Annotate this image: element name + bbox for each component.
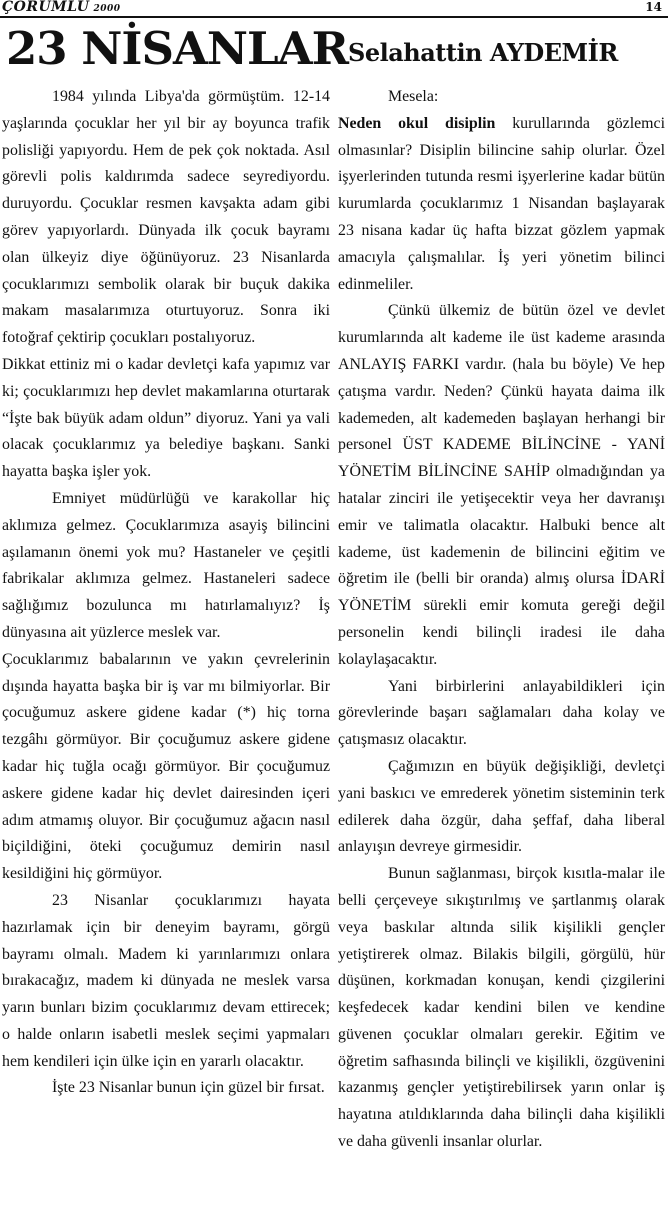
paragraph-text: İşte 23 Nisanlar bunun için güzel bir fırsat. — [52, 1079, 325, 1097]
paragraph-text: Çünkü ülkemiz de bütün özel ve devlet kurumlarında alt kademe ile üst kademe arasında ANLAYIŞ FARKI vardır. (hala bu böyle) Ve hep çatışma vardır. Neden? Çünkü hayata daima ilk kademeden, alt kademeden başlayan herhangi bir personel ÜST KADEME BİLİNCİNE - YANİ YÖNETİM BİLİNCİNE SAHİP olmadığından ya hatalar zinciri ile yetişecektir veya her davranışı emir ve talimatla olacaktır. Halbuki bence alt kademe, üst kademenin de bilincini eğitim ve öğretim ile (belli bir oranda) almış olursa İDARİ YÖNETİM sürekli emir komuta gereği değil personelin kendi bilinçli iradesi ile daha kolaylaşacaktır. — [338, 302, 665, 668]
right-column — [338, 84, 665, 1156]
paragraph — [338, 674, 665, 754]
article-author: Selahattin AYDEMİR — [348, 38, 618, 67]
left-column — [2, 84, 330, 1102]
paragraph-text: Mesela: — [388, 88, 439, 105]
paragraph — [2, 486, 330, 647]
paragraph — [2, 647, 330, 888]
paragraph — [338, 84, 665, 111]
paragraph — [338, 754, 665, 861]
paragraph — [2, 352, 330, 486]
page-header — [0, 0, 668, 18]
paragraph — [338, 298, 665, 673]
article-title: 23 NİSANLAR — [6, 22, 348, 75]
paragraph — [2, 888, 330, 1076]
page-number: 14 — [645, 0, 662, 14]
article-header — [0, 18, 668, 76]
paragraph-text: 23 Nisanlar çocuklarımızı hayata hazırlamak için bir deneyim bayramı, görgü bayramı olmalı. Madem ki yarınlarımızı onlara bırakacağız, madem ki dünyada ne meslek varsa yarın bunları bizim çocuklarımız devam ettirecek; o halde onların isabetli meslek seçimi yapmaları hem kendileri için ülke için en yararlı olacaktır. — [2, 891, 330, 1070]
paragraph — [338, 111, 665, 299]
paragraph-text: Çağımızın en büyük değişikliği, devletçi yani baskıcı ve emrederek yönetim sisteminin terk edilerek daha özgür, daha şeffaf, daha liberal anlayışın devreye girmesidir. — [338, 757, 665, 856]
paragraph — [338, 861, 665, 1156]
paragraph-text: Çocuklarımız babalarının ve yakın çevrelerinin dışında hayatta başka bir iş var mı bilmiyorlar. Bir çocuğumuz askere gidene kadar (*) hiç torna tezgâhı görmüyor. Bir çocuğumuz askere gidene kadar hiç tuğla ocağı görmüyor. Bir çocuğumuz askere gidene kadar hiç devlet dairesinden içeri adım atmamış oluyor. Bir çocuğumuz ağacın nasıl biçildiğini, öteki çocuğumuz demirin nasıl kesildiğini hiç görmüyor. — [2, 650, 330, 883]
paragraph — [2, 1075, 330, 1102]
paragraph — [2, 84, 330, 352]
paragraph-text: 1984 yılında Libya'da görmüştüm. 12-14 yaşlarında çocuklar her yıl bir ay boyunca trafik polisliği yapıyordu. Hem de pek çok noktada. Asıl görevli polis kaldırımda sadece seyrediyordu. duruyordu. Çocuklar resmen kavşakta adam gibi görev yapıyorlardı. Dünyada ilk çocuk bayramı olan ülkeyiz diye öğünüyoruz. 23 Nisanlarda çocuklarımızı sembolik olarak bir buçuk dakika makam masalarımıza oturtuyoruz. Sonra iki fotoğraf çektirip çocukları postalıyoruz. — [2, 88, 330, 347]
paragraph-text: Yani birbirlerini anlayabildikleri için görevlerinde başarı sağlamaları daha kolay ve çatışmasız olacaktır. — [338, 677, 665, 749]
masthead-name: ÇORUMLU — [2, 0, 90, 15]
paragraph-text: Bunun sağlanması, birçok kısıtla-malar ile belli çerçeveye sıkıştırılmış ve şartlanmış olarak veya baskılar altında silik kişilikli gençler yetiştirerek olmaz. Bilakis bilgili, görgülü, hür düşünen, korkmadan konuşan, kendi çizgilerini keşfedecek kadar kendini bilen ve kendine güvenen çocuklar olmaları gerekir. Eğitim ve öğretim safhasında bilinçli ve kişilikli, özgüvenini kazanmış gençler yetiştirebilirsek yarın onlar iş hayatına atıldıklarında daha bilinçli daha kişilikli ve daha güvenli insanlar olurlar. — [338, 865, 665, 1151]
paragraph-text: Dikkat ettiniz mi o kadar devletçi kafa yapımız var ki; çocuklarımızı hep devlet makamlarına oturtarak “İşte bak büyük adam oldun” diyoruz. Yani ya vali olacak çocuklarımız ya belediye başkanı. Sanki hayatta başka işler yok. — [2, 355, 330, 481]
paragraph-text: kurullarında gözlemci olmasınlar? Disiplin bilincine sahip olurlar. Özel işyerlerinden tutunda resmi işyerlerine kadar bütün kurumlarda çocuklarımız 1 Nisandan başlayarak 23 nisana kadar üç hafta bizzat gözlem yapmak amacıyla çalışmalılar. İş yeri yönetim bilinci edinmeliler. — [338, 114, 665, 293]
newspaper-masthead — [2, 0, 121, 15]
paragraph-text: Emniyet müdürlüğü ve karakollar hiç aklımıza gelmez. Çocuklarımıza asayiş bilincini aşılamanın önemi yok mu? Hastaneler ve çeşitli fabrikalar aklımıza gelmez. Hastaneleri sadece sağlığımız bozulunca mı hatırlamalıyız? İş dünyasına ait yüzlerce meslek var. — [2, 489, 330, 641]
bold-phrase: Neden okul disiplin — [338, 114, 496, 132]
masthead-year: 2000 — [93, 4, 121, 14]
